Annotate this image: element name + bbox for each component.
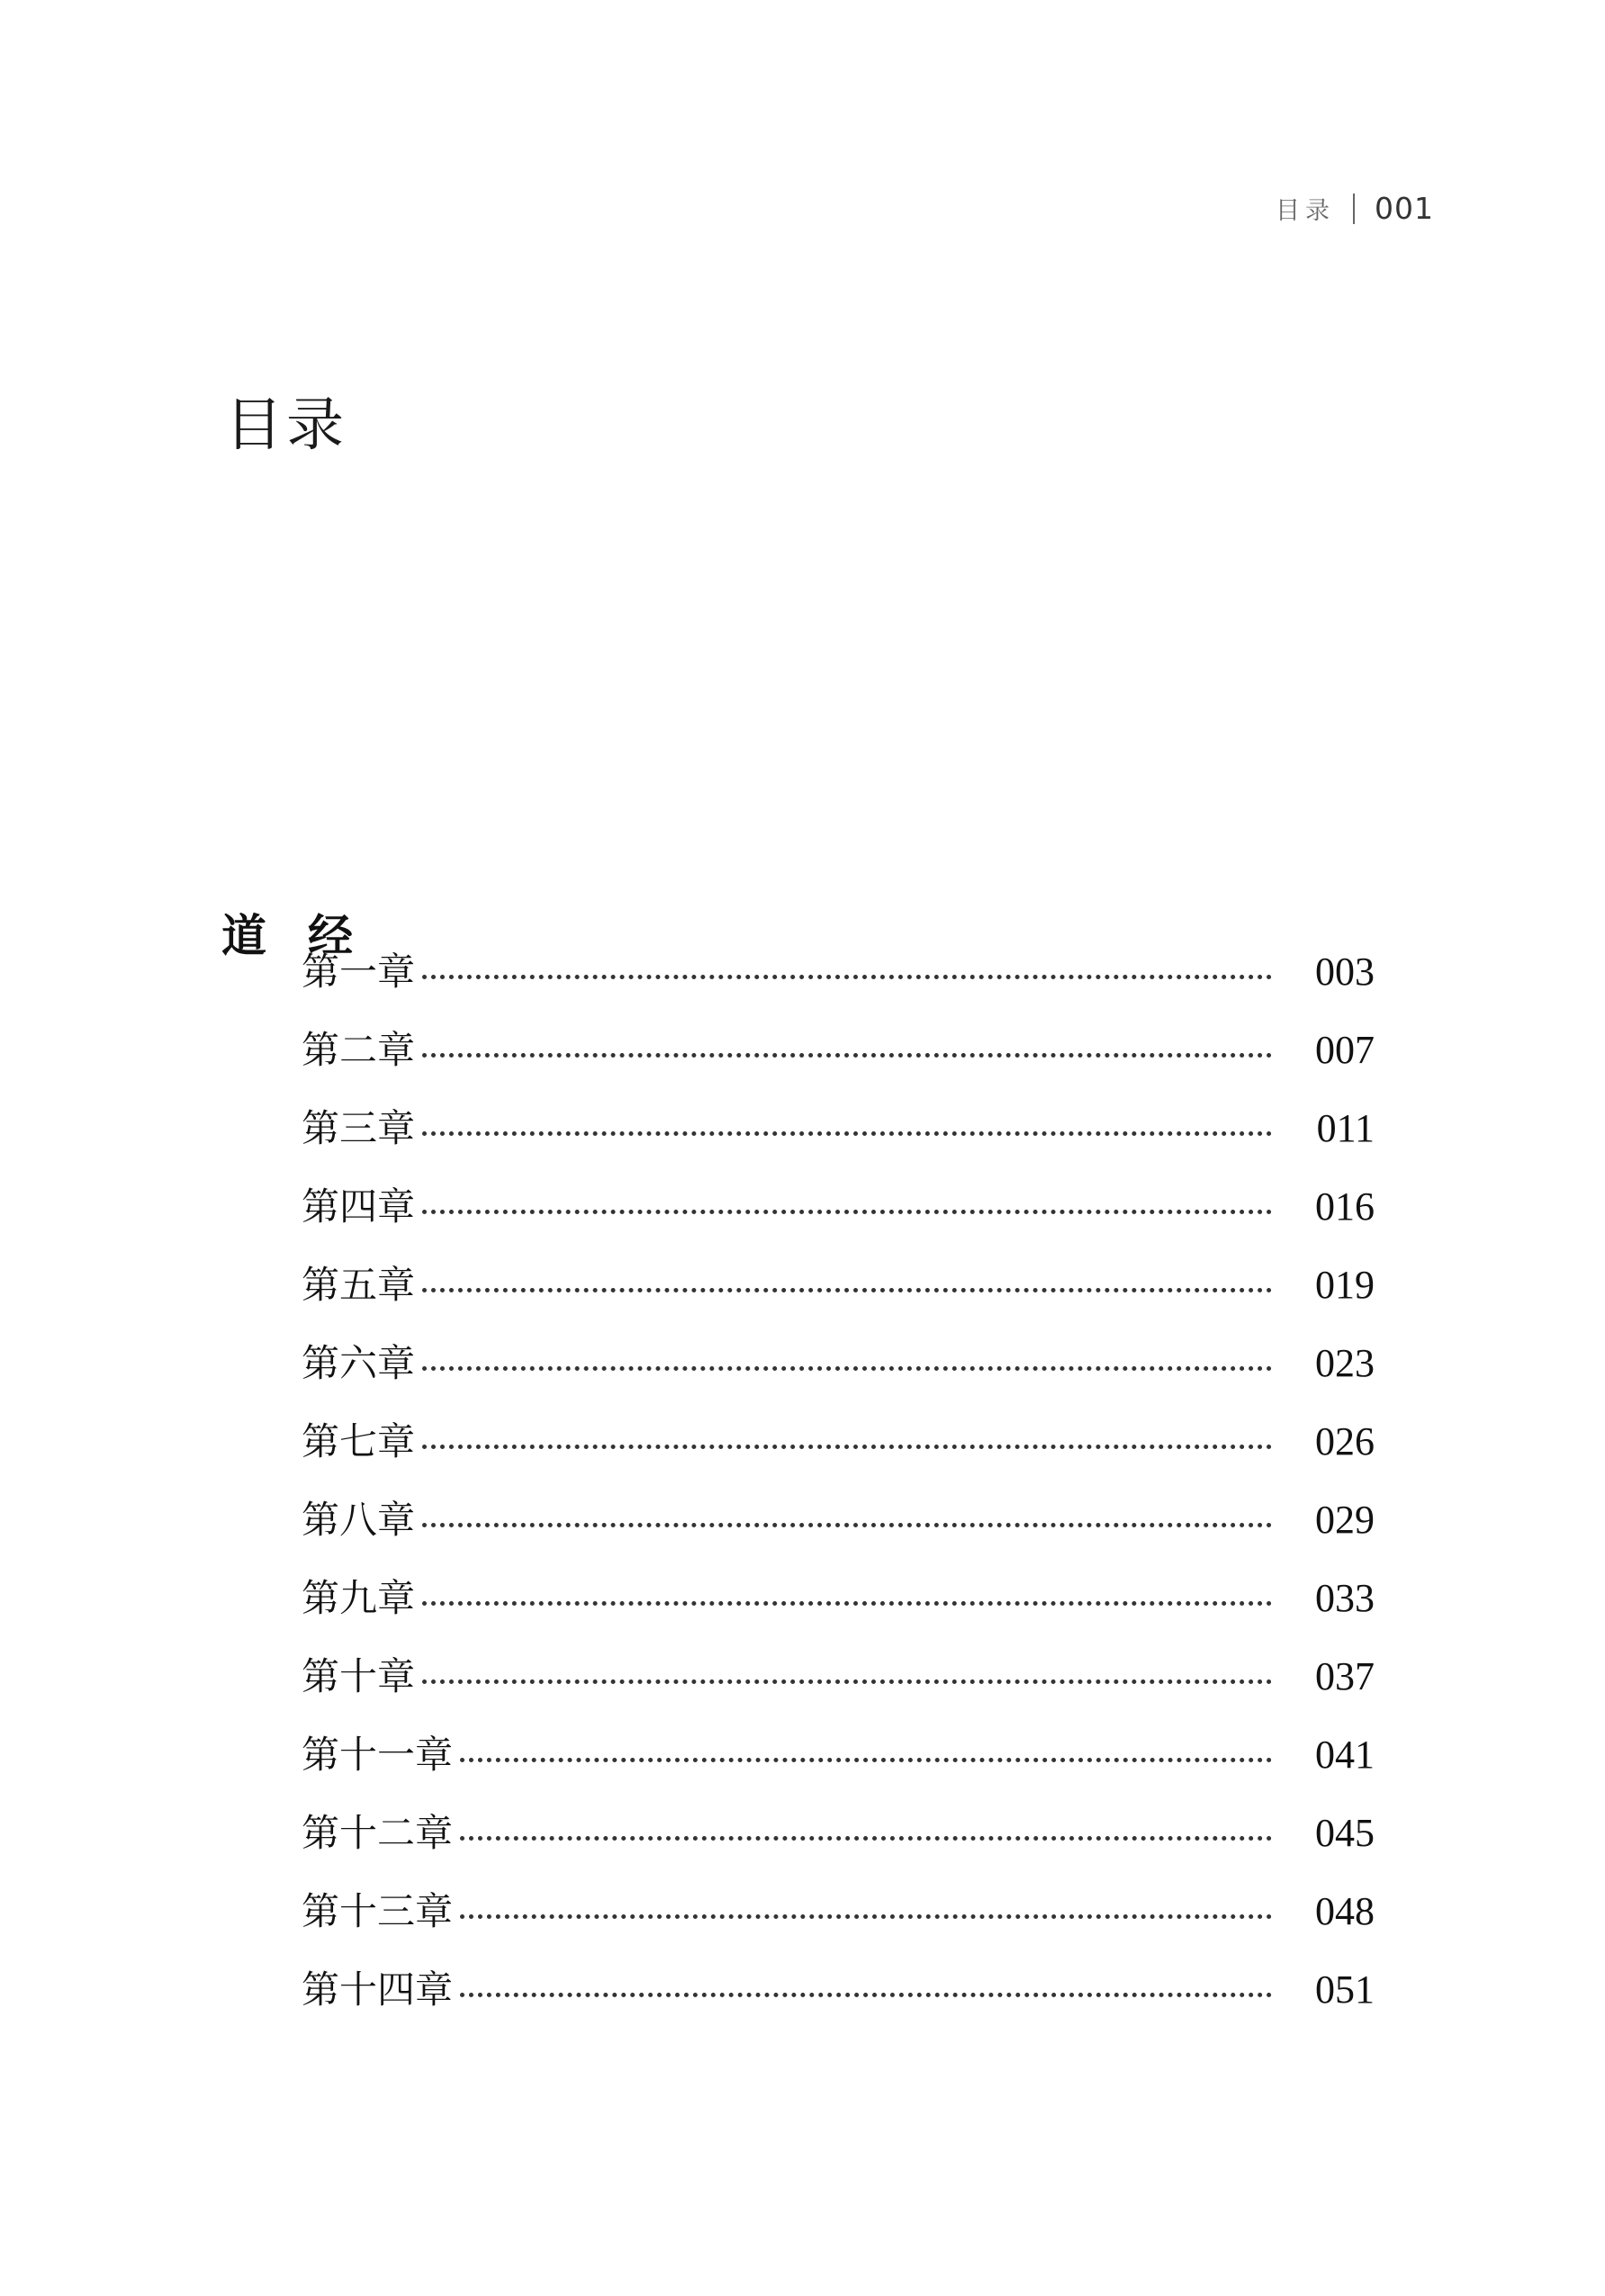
- toc-entry-page: 029: [1315, 1498, 1375, 1542]
- toc-entry-label: 第十一章: [302, 1733, 454, 1777]
- toc-entry[interactable]: [302, 1637, 1375, 1715]
- toc-dot-leader: [460, 1758, 1272, 1762]
- toc-dot-leader: [422, 975, 1272, 979]
- toc-entry-page: 048: [1315, 1889, 1375, 1933]
- toc-entry[interactable]: [302, 1950, 1375, 2029]
- running-head-page-number: 001: [1375, 191, 1434, 226]
- toc-dot-leader: [460, 1993, 1272, 1997]
- toc-entry-label: 第六章: [302, 1341, 416, 1385]
- toc-entry-label: 第八章: [302, 1498, 416, 1542]
- toc-entry[interactable]: [302, 1246, 1375, 1324]
- toc-entry-label: 第五章: [302, 1263, 416, 1307]
- toc-entry-label: 第四章: [302, 1184, 416, 1229]
- toc-entry-page: 019: [1315, 1263, 1375, 1307]
- toc-entry-page: 026: [1315, 1419, 1375, 1463]
- toc-dot-leader: [422, 1288, 1272, 1292]
- toc-entry[interactable]: [302, 1167, 1375, 1246]
- toc-dot-leader: [460, 1914, 1272, 1919]
- toc-entry-page: 037: [1315, 1654, 1375, 1698]
- toc-entry-label: 第十二章: [302, 1811, 454, 1855]
- toc-entry[interactable]: [302, 1402, 1375, 1481]
- toc-dot-leader: [422, 1523, 1272, 1527]
- running-head-separator: [1353, 194, 1355, 224]
- toc-dot-leader: [422, 1601, 1272, 1606]
- page-title: 目录: [225, 392, 347, 459]
- toc-entry[interactable]: [302, 1481, 1375, 1559]
- toc-list: [302, 932, 1375, 2029]
- toc-entry-page: 003: [1315, 950, 1375, 994]
- toc-entry-label: 第七章: [302, 1419, 416, 1463]
- toc-entry[interactable]: [302, 1872, 1375, 1950]
- toc-entry-page: 011: [1316, 1106, 1375, 1150]
- toc-entry[interactable]: [302, 1559, 1375, 1637]
- toc-entry-label: 第二章: [302, 1028, 416, 1072]
- toc-entry-page: 051: [1315, 1967, 1375, 2012]
- toc-entry-page: 033: [1315, 1576, 1375, 1620]
- toc-entry-label: 第一章: [302, 950, 416, 994]
- running-head: [1276, 191, 1434, 226]
- toc-entry-page: 023: [1315, 1341, 1375, 1385]
- toc-entry-page: 016: [1315, 1184, 1375, 1229]
- toc-entry-label: 第九章: [302, 1576, 416, 1620]
- toc-dot-leader: [422, 1445, 1272, 1449]
- toc-entry[interactable]: [302, 1089, 1375, 1167]
- toc-dot-leader: [422, 1210, 1272, 1214]
- toc-entry-label: 第十四章: [302, 1967, 454, 2012]
- toc-entry-label: 第三章: [302, 1106, 416, 1150]
- toc-dot-leader: [422, 1366, 1272, 1371]
- running-head-title: 目录: [1276, 197, 1335, 225]
- toc-entry-label: 第十章: [302, 1654, 416, 1698]
- toc-dot-leader: [422, 1131, 1272, 1136]
- toc-entry[interactable]: [302, 932, 1375, 1011]
- toc-dot-leader: [422, 1053, 1272, 1058]
- toc-entry-label: 第十三章: [302, 1889, 454, 1933]
- toc-entry-page: 045: [1315, 1811, 1375, 1855]
- toc-dot-leader: [460, 1836, 1272, 1841]
- toc-dot-leader: [422, 1679, 1272, 1684]
- toc-entry-page: 041: [1315, 1733, 1375, 1777]
- toc-entry[interactable]: [302, 1324, 1375, 1402]
- toc-entry[interactable]: [302, 1011, 1375, 1089]
- toc-entry-page: 007: [1315, 1028, 1375, 1072]
- toc-entry[interactable]: [302, 1715, 1375, 1794]
- section-heading: 道经: [221, 908, 394, 962]
- toc-entry[interactable]: [302, 1794, 1375, 1872]
